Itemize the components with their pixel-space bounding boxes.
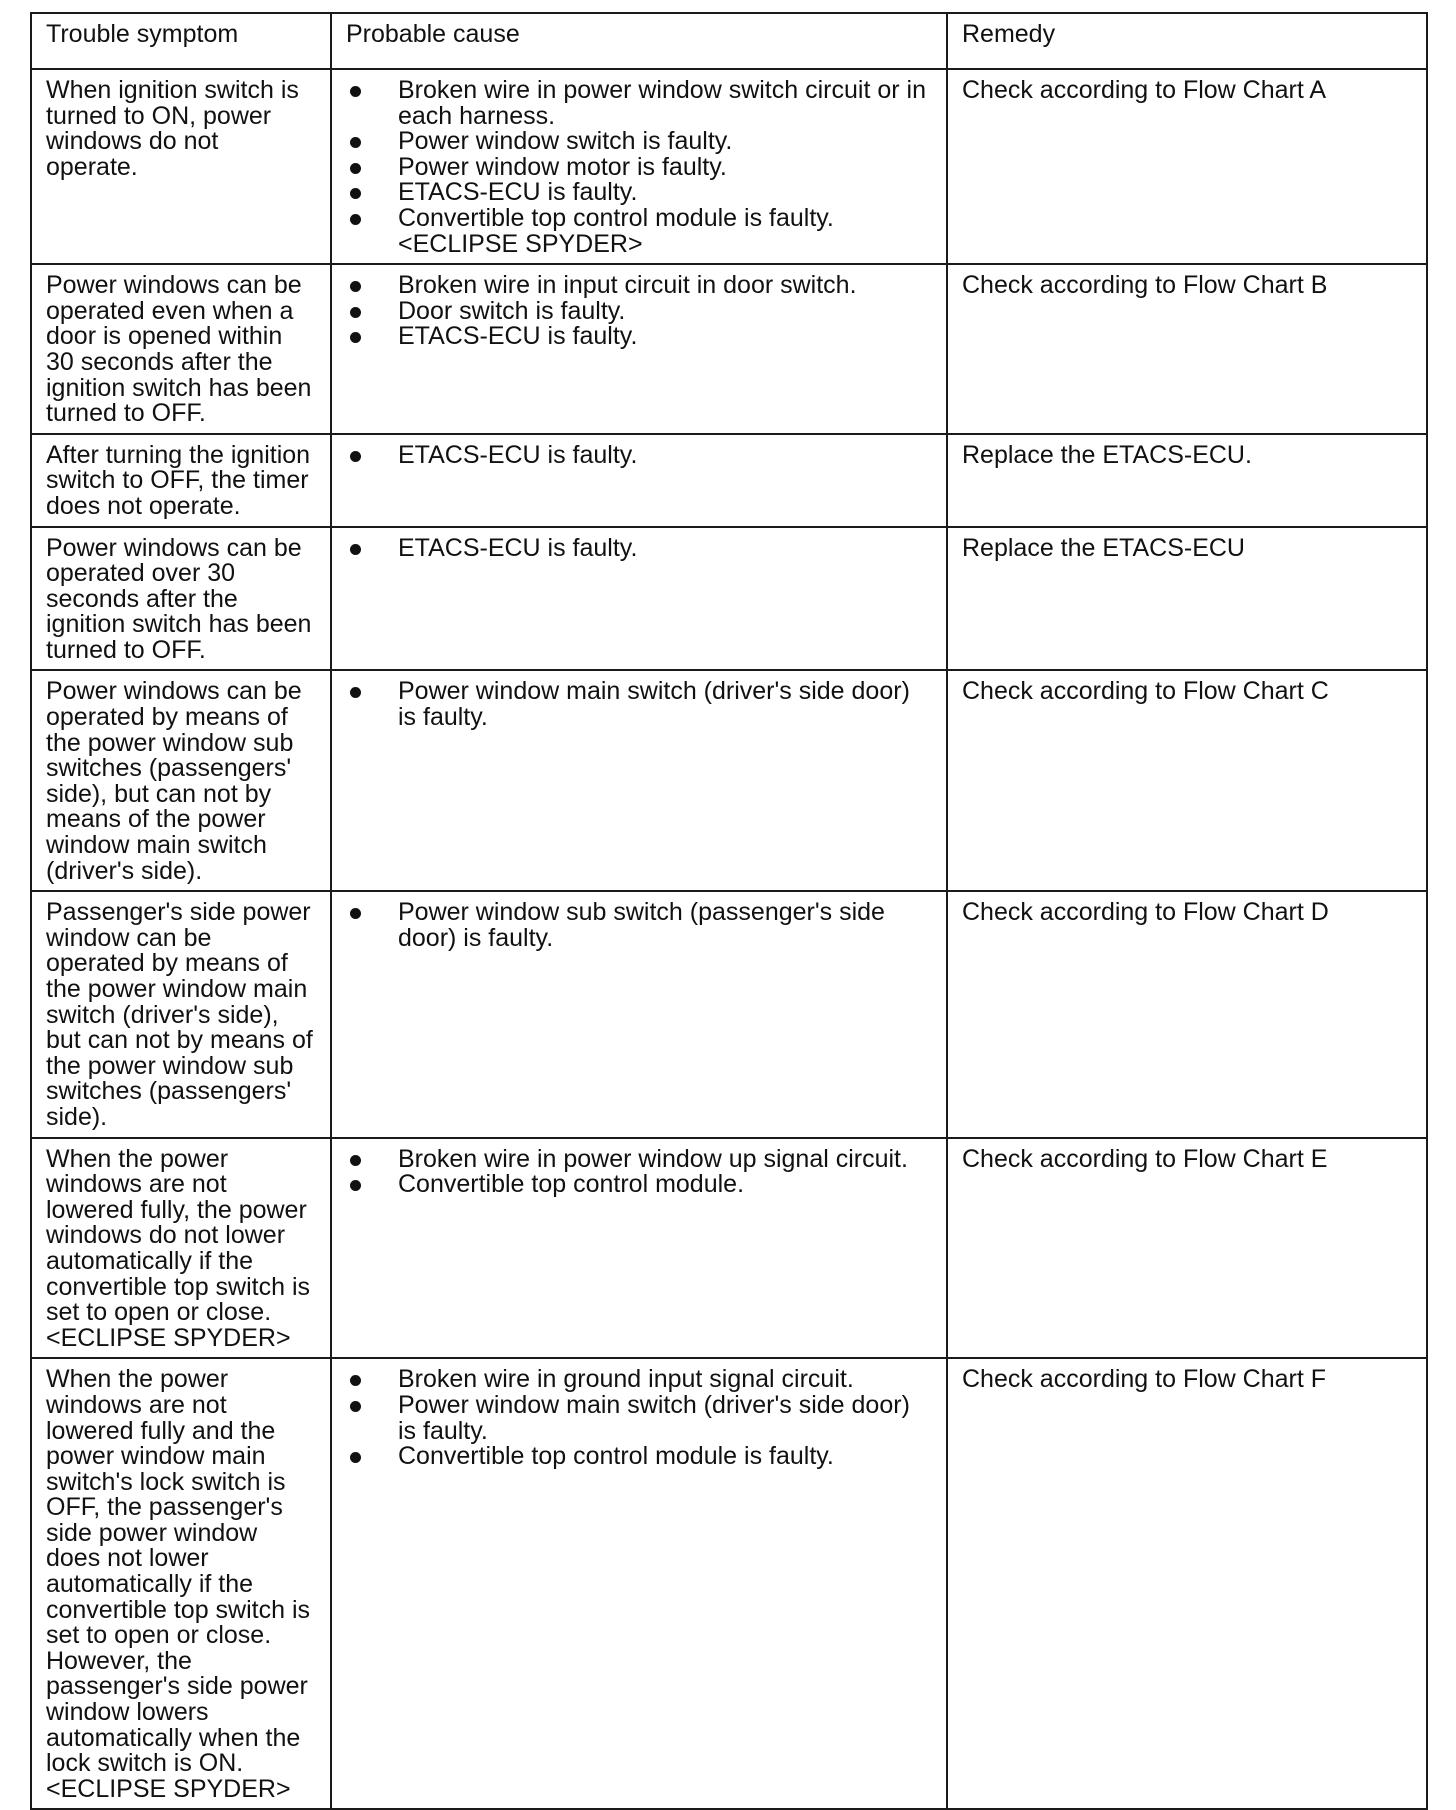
bullet-icon <box>350 137 361 148</box>
bullet-icon <box>350 1155 361 1166</box>
bullet-icon <box>350 451 361 462</box>
cause-list-item <box>346 203 932 258</box>
bullet-icon <box>350 281 361 292</box>
trouble-symptom-cell: Power windows can be operated even when a door is opened within 30 seconds after the ignition switch has been turned to OFF. <box>31 264 331 434</box>
probable-cause-cell <box>331 670 947 891</box>
cause-list-item <box>346 1367 932 1393</box>
table-row <box>31 69 1427 264</box>
table-row <box>31 434 1427 527</box>
trouble-symptom-cell: Power windows can be operated by means of the power window sub switches (passengers' side), but can not by means of the power window main switch (driver's side). <box>31 670 331 891</box>
table-body <box>31 69 1427 1809</box>
table-row <box>31 670 1427 891</box>
probable-cause-cell <box>331 1138 947 1359</box>
bullet-icon <box>350 163 361 174</box>
probable-cause-cell <box>331 527 947 671</box>
cause-list-item <box>346 1144 932 1173</box>
remedy-cell: Replace the ETACS-ECU. <box>947 434 1427 527</box>
table-row <box>31 1358 1427 1809</box>
table-row <box>31 527 1427 671</box>
trouble-symptom-cell: When the power windows are not lowered fully and the power window main switch's lock switch is OFF, the passenger's side power window does not lower automatically if the convertible top switch is set to open or close. However, the passenger's side power window lowers automatically when the lock switch is ON. <ECLIPSE SPYDER> <box>31 1358 331 1809</box>
bullet-icon <box>350 1452 361 1463</box>
probable-cause-cell <box>331 264 947 434</box>
probable-cause-cell <box>331 434 947 527</box>
troubleshooting-table <box>30 12 1428 1810</box>
cause-list-item <box>346 129 932 155</box>
remedy-cell: Check according to Flow Chart C <box>947 670 1427 891</box>
cause-text: ETACS-ECU is faulty. <box>398 178 638 207</box>
cause-list-item <box>346 533 932 562</box>
trouble-symptom-cell: After turning the ignition switch to OFF, the timer does not operate. <box>31 434 331 527</box>
cause-list <box>346 900 932 951</box>
header-row <box>31 13 1427 69</box>
header-probable-cause: Probable cause <box>331 13 947 69</box>
bullet-icon <box>350 332 361 343</box>
cause-text: Power window main switch (driver's side door) is faulty. <box>398 677 910 732</box>
bullet-icon <box>350 188 361 199</box>
cause-list-item <box>346 440 932 469</box>
cause-list <box>346 273 932 350</box>
trouble-symptom-cell: Power windows can be operated over 30 seconds after the ignition switch has been turned to OFF. <box>31 527 331 671</box>
header-remedy: Remedy <box>947 13 1427 69</box>
trouble-symptom-cell: When ignition switch is turned to ON, power windows do not operate. <box>31 69 331 264</box>
cause-text: ETACS-ECU is faulty. <box>398 322 638 351</box>
bullet-icon <box>350 687 361 698</box>
cause-text: Power window switch is faulty. <box>398 127 733 156</box>
cause-text: Broken wire in input circuit in door switch. <box>398 271 857 300</box>
cause-text: Power window motor is faulty. <box>398 152 727 181</box>
table-row <box>31 264 1427 434</box>
cause-list <box>346 78 932 257</box>
bullet-icon <box>350 86 361 97</box>
bullet-icon <box>350 1401 361 1412</box>
trouble-symptom-cell: When the power windows are not lowered fully, the power windows do not lower automatically if the convertible top switch is set to open or close. <ECLIPSE SPYDER> <box>31 1138 331 1359</box>
cause-list-item <box>346 900 932 951</box>
cause-text: Power window main switch (driver's side door) is faulty. <box>398 1390 910 1445</box>
cause-list <box>346 1367 932 1469</box>
cause-list-item <box>346 78 932 129</box>
cause-list-item <box>346 152 932 181</box>
probable-cause-cell <box>331 891 947 1137</box>
remedy-cell: Check according to Flow Chart A <box>947 69 1427 264</box>
remedy-cell: Replace the ETACS-ECU <box>947 527 1427 671</box>
cause-text: ETACS-ECU is faulty. <box>398 440 638 469</box>
header-trouble-symptom: Trouble symptom <box>31 13 331 69</box>
troubleshooting-page <box>30 12 1426 1810</box>
cause-list-item <box>346 273 932 299</box>
cause-list <box>346 533 932 562</box>
cause-text: Convertible top control module is faulty. <box>398 1442 834 1471</box>
cause-list-item <box>346 296 932 325</box>
cause-text: Power window sub switch (passenger's side door) is faulty. <box>398 898 885 952</box>
cause-list-item <box>346 1444 932 1470</box>
bullet-icon <box>350 1180 361 1191</box>
cause-list <box>346 679 932 730</box>
bullet-icon <box>350 1375 361 1386</box>
cause-text: Broken wire in power window switch circuit or in each harness. <box>398 76 926 130</box>
cause-text: ETACS-ECU is faulty. <box>398 533 638 562</box>
remedy-cell: Check according to Flow Chart E <box>947 1138 1427 1359</box>
remedy-cell: Check according to Flow Chart D <box>947 891 1427 1137</box>
table-row <box>31 891 1427 1137</box>
bullet-icon <box>350 307 361 318</box>
remedy-cell: Check according to Flow Chart F <box>947 1358 1427 1809</box>
cause-list-item <box>346 679 932 730</box>
cause-text: Convertible top control module. <box>398 1170 745 1199</box>
cause-text: Door switch is faulty. <box>398 296 626 325</box>
bullet-icon <box>350 908 361 919</box>
cause-text: Convertible top control module is faulty. <ECLIPSE SPYDER> <box>398 203 834 258</box>
cause-text: Broken wire in ground input signal circuit. <box>398 1365 854 1394</box>
cause-list-item <box>346 180 932 206</box>
cause-list <box>346 440 932 469</box>
table-row <box>31 1138 1427 1359</box>
cause-list-item <box>346 1390 932 1445</box>
cause-text: Broken wire in power window up signal circuit. <box>398 1144 908 1173</box>
cause-list-item <box>346 1172 932 1198</box>
probable-cause-cell <box>331 69 947 264</box>
cause-list-item <box>346 324 932 350</box>
trouble-symptom-cell: Passenger's side power window can be operated by means of the power window main switch (driver's side), but can not by means of the power window sub switches (passengers' side). <box>31 891 331 1137</box>
bullet-icon <box>350 544 361 555</box>
cause-list <box>346 1144 932 1199</box>
bullet-icon <box>350 214 361 225</box>
remedy-cell: Check according to Flow Chart B <box>947 264 1427 434</box>
probable-cause-cell <box>331 1358 947 1809</box>
